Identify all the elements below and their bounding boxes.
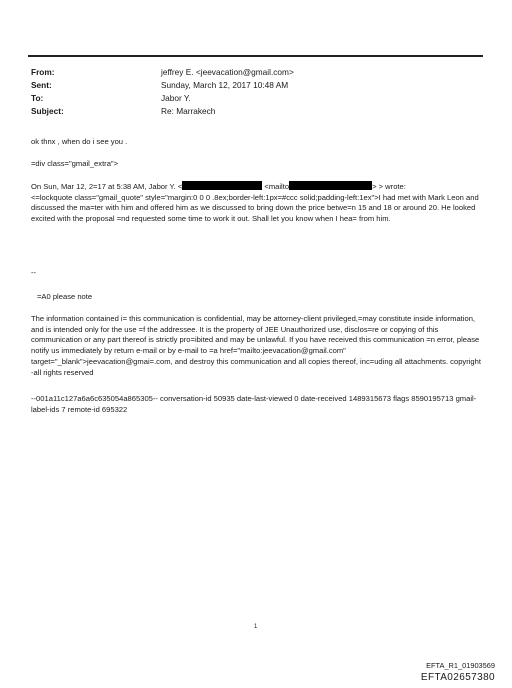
redaction-box (289, 181, 372, 190)
quoted-message (31, 181, 483, 225)
reply-line: ok thnx , when do i see you . (31, 137, 128, 146)
subject-value: Re: Marrakech (161, 106, 216, 116)
to-label: To: (31, 93, 44, 103)
message-metadata: --001a11c127a6a6c635054a865305-- conversation-id 50935 date-last-viewed 0 date-received 1489315673 flags 8590195713 gmail-label-ids 7 remote-id 695322 (31, 394, 477, 414)
bates-number-large: EFTA02657380 (420, 672, 495, 683)
quote-body: <=lockquote class="gmail_quote" style="margin:0 0 0 .8ex;border-left:1px=#ccc solid;padding-left:1ex">I had met with Mark Leon and discussed the ma=ter with him and offered him as we discussed to bring down the price betwe=n 15 and 18 or around 20. He looked excited with the proposal =nd requested some time to work it out. Shall let you know when I hea= from him. (31, 192, 479, 224)
disclaimer: The information contained i= this communication is confidential, may be attorney-client privileged,=may constitute inside information, and is intended only for the use =f the addressee. It is the property of JEE Unauthorized use, disclos=re or copying of this communication or any part thereof is strictly pro=ibited and may be unlawful. If you have received this communication =n error, please notify us immediately by return e-mail or by e-mail to =a href="mailto:jeevacation@gmail.com" target="_blank">jeevacation@gmai=.com, and destroy this communication and all copies thereof, inc=uding all attachments. copyright -all rights reserved (31, 314, 481, 377)
signature-dashes: -- (31, 268, 37, 277)
page-number: 1 (254, 624, 258, 630)
subject-label: Subject: (31, 106, 64, 116)
gmail-extra-line: =div class="gmail_extra"> (31, 159, 119, 168)
quote-mailto: <mailto (262, 182, 290, 191)
quote-wrote: > > wrote: (372, 182, 406, 191)
from-label: From: (31, 67, 55, 77)
to-value: Jabor Y. (161, 93, 191, 103)
redaction-box (182, 181, 262, 190)
from-value: jeffrey E. <jeevacation@gmail.com> (161, 67, 294, 77)
header-rule (28, 55, 483, 57)
bates-number-small: EFTA_R1_01903569 (426, 661, 495, 670)
please-note: =A0 please note (37, 292, 93, 301)
sent-label: Sent: (31, 80, 52, 90)
quote-attribution: On Sun, Mar 12, 2=17 at 5:38 AM, Jabor Y. < (31, 182, 183, 191)
sent-value: Sunday, March 12, 2017 10:48 AM (161, 80, 289, 90)
